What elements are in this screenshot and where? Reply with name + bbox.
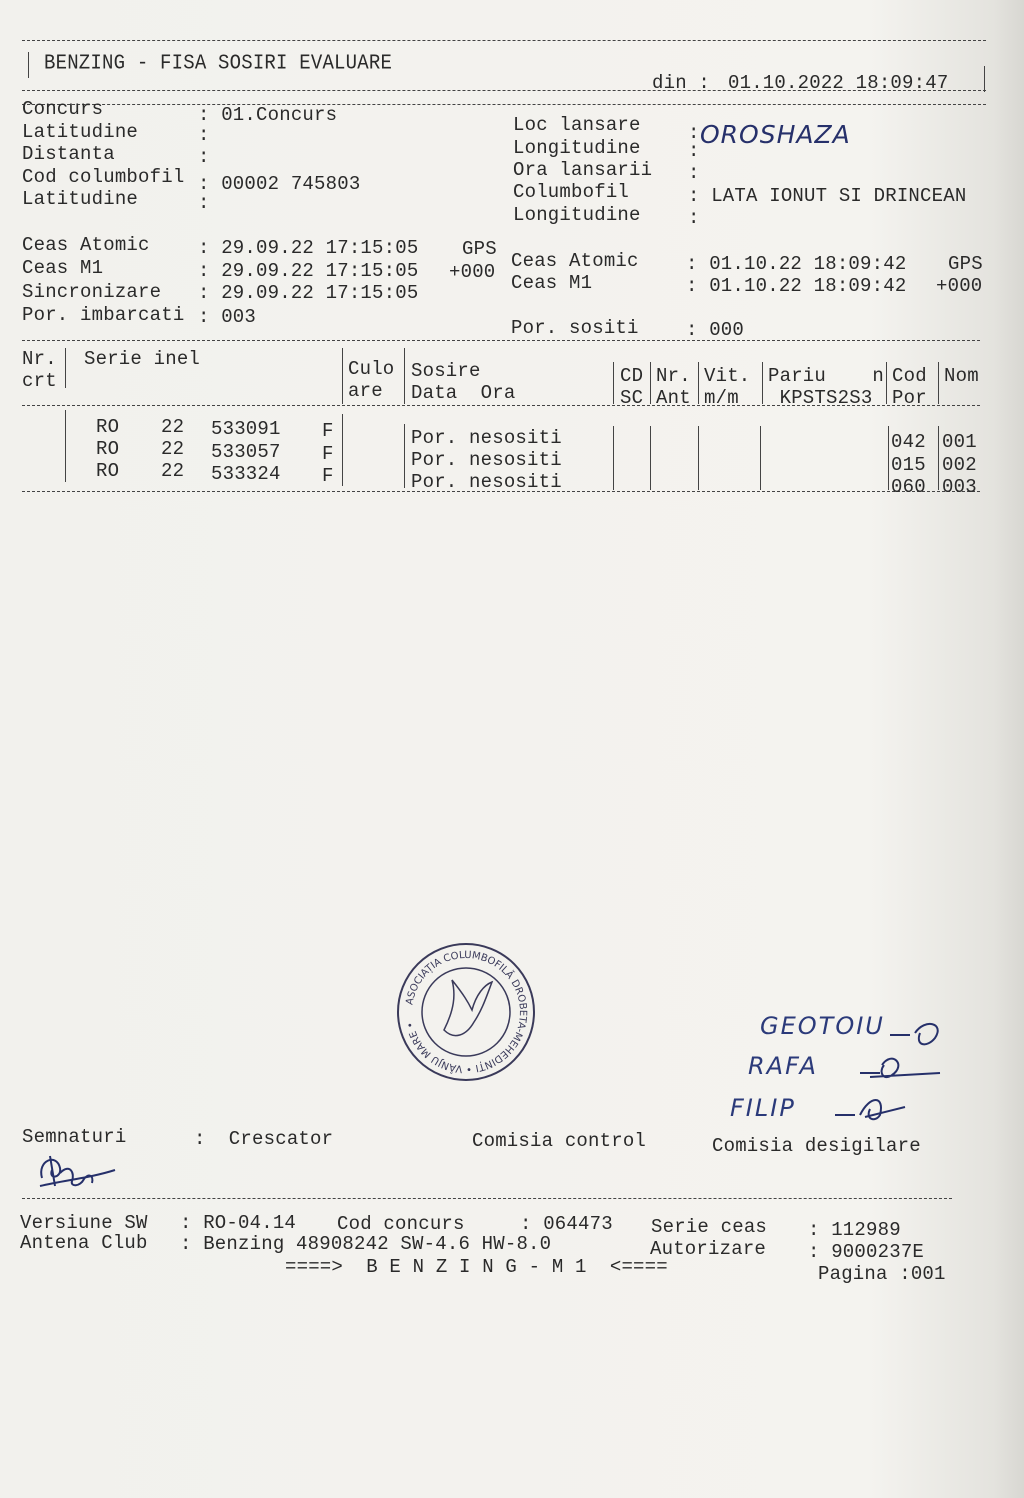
distanta-value: : bbox=[198, 146, 210, 168]
columbofil-value: : LATA IONUT SI DRINCEAN bbox=[688, 185, 967, 207]
row-ring: 533057 bbox=[211, 441, 281, 463]
row-nom: 003 bbox=[942, 476, 977, 498]
longitudine2-value: : bbox=[688, 207, 700, 229]
col-header-nom: Nom bbox=[944, 365, 979, 387]
col-sep bbox=[613, 362, 614, 404]
col-sep bbox=[938, 362, 939, 404]
antena-label: Antena Club bbox=[20, 1232, 148, 1254]
col-header-nr: Nr. crt bbox=[22, 348, 57, 392]
cod-columbofil-label: Cod columbofil bbox=[22, 166, 185, 188]
table-top-border bbox=[22, 340, 980, 341]
col-sep bbox=[65, 410, 66, 482]
row-nom: 001 bbox=[942, 431, 977, 453]
date-value: 01.10.2022 18:09:47 bbox=[728, 72, 949, 94]
cod-columbofil-value: : 00002 745803 bbox=[198, 173, 361, 195]
association-stamp bbox=[394, 940, 538, 1084]
por-imbarcati-value: : 003 bbox=[198, 306, 257, 328]
ceas-atomic-suffix: GPS bbox=[462, 238, 497, 260]
concurs-value: : 01.Concurs bbox=[198, 104, 338, 126]
sincronizare-label: Sincronizare bbox=[22, 281, 162, 303]
signature-name-1: GEOTOIU bbox=[760, 1012, 885, 1040]
svg-text:ASOCIAȚIA COLUMBOFILĂ DROBETA-: ASOCIAȚIA COLUMBOFILĂ DROBETA-MEHEDINȚI • VÂNJU MARE • bbox=[404, 949, 529, 1075]
crescator-label: : Crescator bbox=[194, 1128, 334, 1150]
ceas-atomic-right-value: : 01.10.22 18:09:42 bbox=[686, 253, 907, 275]
row-sosire: Por. nesositi bbox=[411, 427, 562, 449]
col-header-sosire: Sosire Data Ora bbox=[411, 360, 516, 404]
col-sep bbox=[342, 348, 343, 404]
row-year: 22 bbox=[161, 416, 185, 438]
col-sep bbox=[698, 362, 699, 404]
col-sep bbox=[650, 362, 651, 404]
comisia-control-label: Comisia control bbox=[472, 1130, 647, 1152]
row-sex: F bbox=[322, 465, 334, 487]
row-year: 22 bbox=[161, 438, 185, 460]
comisia-desigilare-label: Comisia desigilare bbox=[712, 1135, 921, 1157]
cod-concurs-label: Cod concurs bbox=[337, 1213, 465, 1235]
row-cod-por: 060 bbox=[891, 476, 926, 498]
distanta-label: Distanta bbox=[22, 143, 115, 165]
latitudine-label: Latitudine bbox=[22, 121, 139, 143]
row-nom: 002 bbox=[942, 454, 977, 476]
latitudine2-label: Latitudine bbox=[22, 188, 139, 210]
col-sep bbox=[404, 348, 405, 404]
col-sep bbox=[650, 426, 651, 490]
sincronizare-value: : 29.09.22 17:15:05 bbox=[198, 282, 419, 304]
ceas-atomic-label: Ceas Atomic bbox=[22, 234, 150, 256]
col-header-cdsc: CD SC bbox=[620, 365, 644, 409]
loc-lansare-label: Loc lansare bbox=[513, 114, 641, 136]
ceas-m1-right-label: Ceas M1 bbox=[511, 272, 593, 294]
benzing-banner: ====> B E N Z I N G - M 1 <==== bbox=[285, 1256, 668, 1278]
col-sep bbox=[760, 426, 761, 490]
row-cod-por: 042 bbox=[891, 431, 926, 453]
row-year: 22 bbox=[161, 460, 185, 482]
autorizare-label: Autorizare bbox=[650, 1238, 767, 1260]
loc-lansare-value: : bbox=[688, 122, 700, 144]
border bbox=[984, 66, 985, 92]
row-country: RO bbox=[96, 460, 120, 482]
divider bbox=[22, 40, 986, 41]
col-sep bbox=[65, 348, 66, 388]
signature-name-3: FILIP bbox=[730, 1094, 796, 1122]
row-ring: 533091 bbox=[211, 418, 281, 440]
border bbox=[28, 52, 29, 78]
versiune-value: : RO-04.14 bbox=[180, 1212, 297, 1234]
page-title: BENZING - FISA SOSIRI EVALUARE bbox=[44, 50, 393, 76]
concurs-label: Concurs bbox=[22, 98, 104, 120]
row-country: RO bbox=[96, 438, 120, 460]
col-sep bbox=[938, 426, 939, 490]
columbofil-label: Columbofil bbox=[513, 181, 630, 203]
ceas-m1-value: : 29.09.22 17:15:05 bbox=[198, 260, 419, 282]
ceas-m1-right-value: : 01.10.22 18:09:42 bbox=[686, 275, 907, 297]
col-header-nrant: Nr. Ant bbox=[656, 365, 691, 409]
ceas-m1-suffix: +000 bbox=[449, 261, 496, 283]
antena-value: : Benzing 48908242 SW-4.6 HW-8.0 bbox=[180, 1233, 552, 1255]
col-sep bbox=[342, 414, 343, 486]
col-header-pariu: Pariu n KPSTS2S3 bbox=[768, 365, 885, 409]
col-sep bbox=[613, 426, 614, 490]
semnaturi-label: Semnaturi bbox=[22, 1126, 127, 1148]
col-header-codpor: Cod Por bbox=[892, 365, 927, 409]
row-sosire: Por. nesositi bbox=[411, 449, 562, 471]
date-label: din : bbox=[652, 72, 711, 94]
row-sex: F bbox=[322, 420, 334, 442]
col-header-vit: Vit. m/m bbox=[704, 365, 751, 409]
ceas-atomic-right-label: Ceas Atomic bbox=[511, 250, 639, 272]
crescator-signature bbox=[30, 1148, 130, 1198]
page-number: Pagina :001 bbox=[818, 1263, 946, 1285]
latitudine-value: : bbox=[198, 124, 210, 146]
row-sex: F bbox=[322, 443, 334, 465]
col-header-culoare: Culo are bbox=[348, 358, 395, 402]
row-ring: 533324 bbox=[211, 463, 281, 485]
signature-name-2: RAFA bbox=[748, 1052, 818, 1080]
ceas-m1-label: Ceas M1 bbox=[22, 257, 104, 279]
loc-lansare-handwritten: OROSHAZA bbox=[700, 120, 851, 149]
footer-divider bbox=[22, 1198, 952, 1199]
col-sep bbox=[698, 426, 699, 490]
col-header-serie: Serie inel bbox=[84, 348, 201, 370]
longitudine2-label: Longitudine bbox=[513, 204, 641, 226]
longitudine-value: : bbox=[688, 140, 700, 162]
signature-scribbles bbox=[820, 1005, 970, 1135]
ceas-m1-right-suffix: +000 bbox=[936, 275, 983, 297]
versiune-label: Versiune SW bbox=[20, 1212, 148, 1234]
serie-ceas-label: Serie ceas bbox=[651, 1216, 768, 1238]
cod-concurs-value: : 064473 bbox=[520, 1213, 613, 1235]
serie-ceas-value: : 112989 bbox=[808, 1219, 901, 1241]
por-sositi-label: Por. sositi bbox=[511, 317, 639, 339]
col-sep bbox=[886, 362, 887, 404]
autorizare-value: : 9000237E bbox=[808, 1241, 925, 1263]
por-sositi-value: : 000 bbox=[686, 319, 745, 341]
latitudine2-value: : bbox=[198, 192, 210, 214]
ceas-atomic-right-suffix: GPS bbox=[948, 253, 983, 275]
divider bbox=[22, 104, 986, 105]
col-sep bbox=[404, 424, 405, 488]
ceas-atomic-value: : 29.09.22 17:15:05 bbox=[198, 237, 419, 259]
col-sep bbox=[762, 362, 763, 404]
ora-lansarii-label: Ora lansarii bbox=[513, 159, 653, 181]
row-cod-por: 015 bbox=[891, 454, 926, 476]
por-imbarcati-label: Por. imbarcati bbox=[22, 304, 185, 326]
row-country: RO bbox=[96, 416, 120, 438]
col-sep bbox=[888, 426, 889, 490]
row-sosire: Por. nesositi bbox=[411, 471, 562, 493]
ora-lansarii-value: : bbox=[688, 162, 700, 184]
longitudine-label: Longitudine bbox=[513, 137, 641, 159]
